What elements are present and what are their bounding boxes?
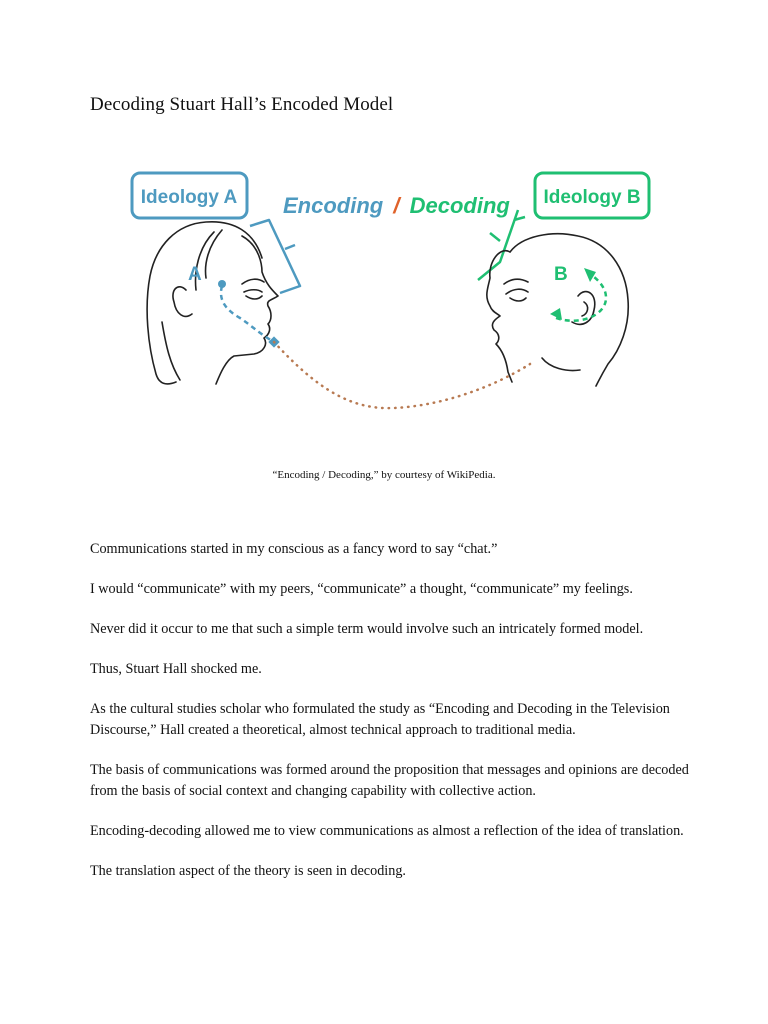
encoding-path bbox=[221, 286, 274, 342]
ideology-b-label: Ideology B bbox=[543, 187, 641, 208]
article-body bbox=[90, 539, 700, 901]
paragraph: As the cultural studies scholar who formulated the study as “Encoding and Decoding in the Television Discourse,” Hall created a theoretical, almost technical approach to traditional media. bbox=[90, 701, 670, 738]
encoding-word: Encoding bbox=[283, 193, 384, 218]
paragraph: The basis of communications was formed around the proposition that messages and opinions are decoded from the basis of social context and changing capability with collective action. bbox=[90, 762, 689, 799]
paragraph: Never did it occur to me that such a simple term would involve such an intricately formed model. bbox=[90, 621, 644, 637]
paragraph: Thus, Stuart Hall shocked me. bbox=[90, 661, 262, 677]
encoding-decoding-figure bbox=[122, 150, 678, 446]
paragraph: I would “communicate” with my peers, “communicate” a thought, “communicate” my feelings. bbox=[90, 581, 633, 597]
document-title: Decoding Stuart Hall’s Encoded Model bbox=[90, 94, 394, 115]
encoding-start-dot bbox=[218, 280, 226, 288]
ideology-a-bracket bbox=[250, 220, 300, 293]
ideology-a-label: Ideology A bbox=[140, 187, 238, 208]
figure-caption: “Encoding / Decoding,” by courtesy of WikiPedia. bbox=[272, 469, 496, 481]
paragraph: Encoding-decoding allowed me to view communications as almost a reflection of the idea of translation. bbox=[90, 823, 684, 839]
message-dotted-arc bbox=[274, 342, 530, 408]
paragraph: The translation aspect of the theory is seen in decoding. bbox=[90, 863, 406, 879]
slash-separator: / bbox=[393, 193, 400, 218]
marker-a: A bbox=[188, 264, 202, 285]
sender-woman-drawing bbox=[147, 222, 278, 384]
decoding-word: Decoding bbox=[409, 193, 510, 218]
paragraph: Communications started in my conscious as a fancy word to say “chat.” bbox=[90, 541, 498, 557]
encoding-decoding-illustration bbox=[122, 150, 678, 446]
decoding-arrowhead bbox=[584, 268, 596, 282]
marker-b: B bbox=[554, 264, 568, 285]
encoding-decoding-heading bbox=[283, 193, 510, 218]
